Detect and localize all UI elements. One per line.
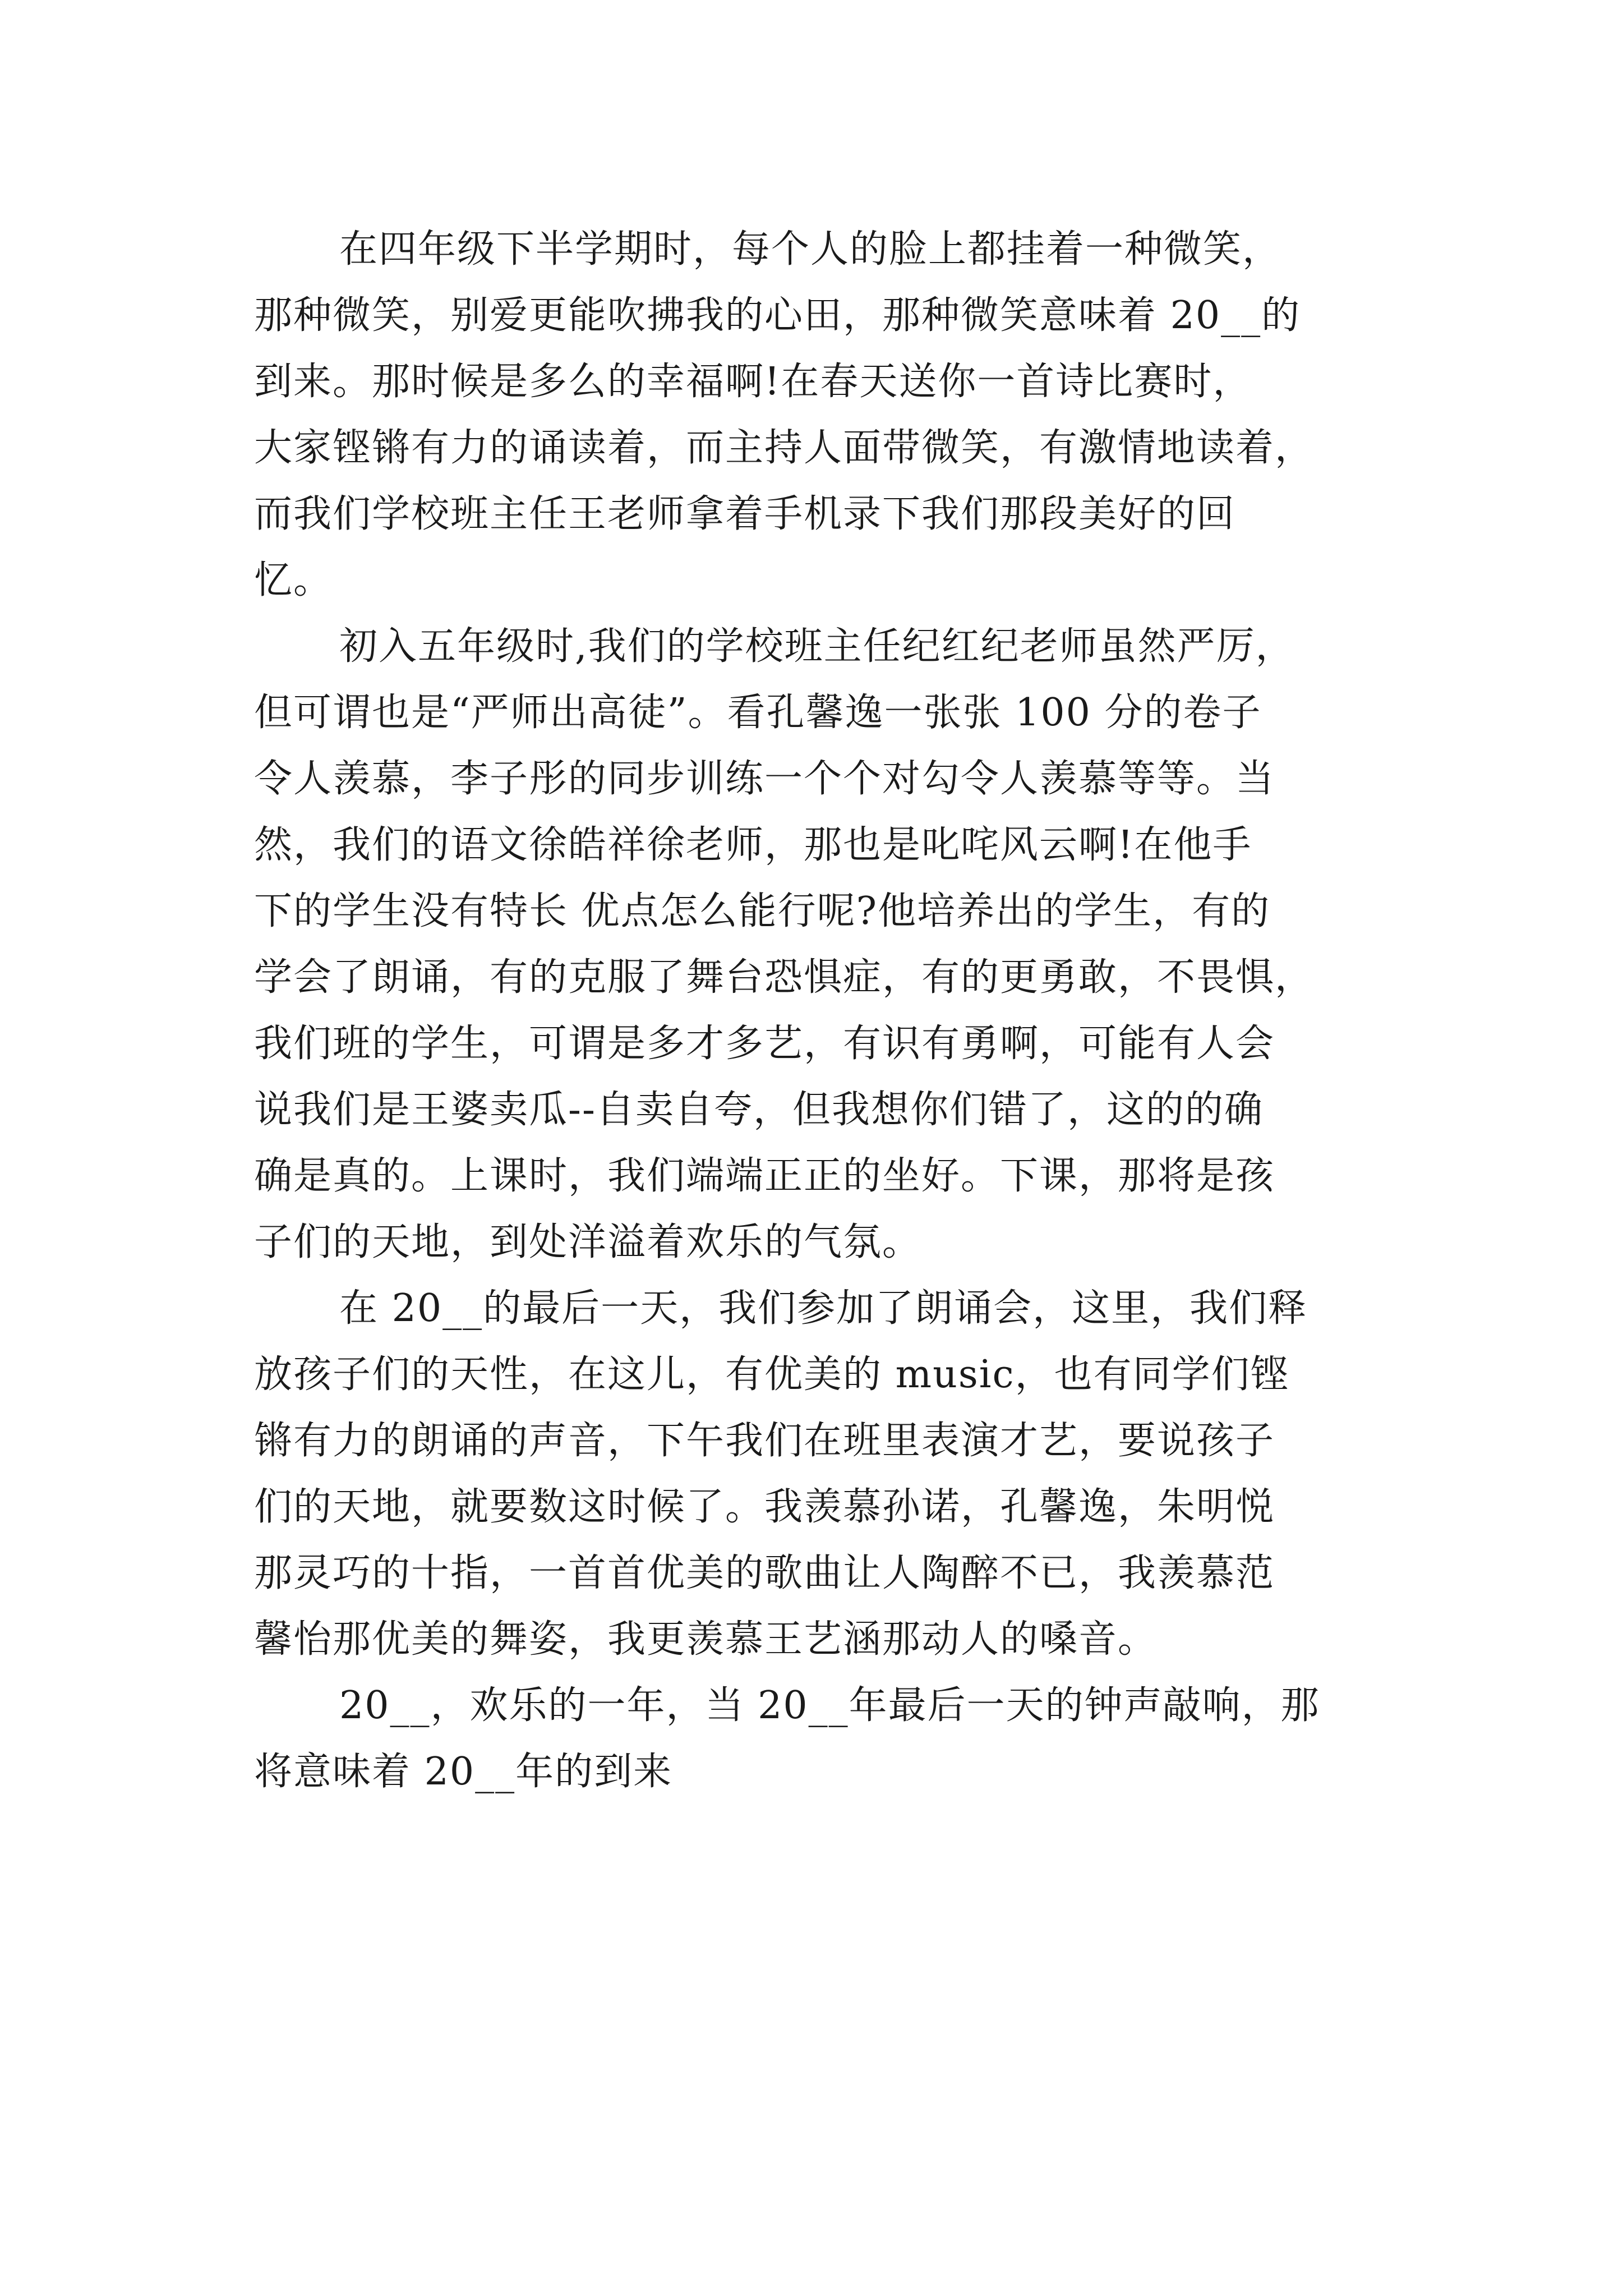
paragraph-1	[254, 217, 1381, 614]
paragraph-line: 那灵巧的十指，一首首优美的歌曲让人陶醉不已，我羡慕范	[254, 1551, 1275, 1595]
paragraph-line: 20__，欢乐的一年，当 20__年最后一天的钟声敲响，那	[339, 1683, 1320, 1728]
paragraph-line: 令人羡慕，李子彤的同步训练一个个对勾令人羡慕等等。当	[254, 757, 1275, 801]
paragraph-line: 确是真的。上课时，我们端端正正的坐好。下课，那将是孩	[254, 1154, 1275, 1198]
paragraph-line: 然，我们的语文徐皓祥徐老师，那也是叱咤风云啊!在他手	[254, 823, 1252, 867]
paragraph-2	[254, 614, 1381, 1276]
paragraph-line: 忆。	[254, 558, 333, 602]
paragraph-line: 但可谓也是“严师出高徒”。看孔馨逸一张张 100 分的卷子	[254, 691, 1262, 735]
paragraph-line: 们的天地，就要数这时候了。我羡慕孙诺，孔馨逸，朱明悦	[254, 1485, 1275, 1529]
document-body	[254, 217, 1381, 1805]
paragraph-line: 馨怡那优美的舞姿，我更羡慕王艺涵那动人的嗓音。	[254, 1617, 1158, 1662]
paragraph-line: 大家铿锵有力的诵读着，而主持人面带微笑，有激情地读着，	[254, 426, 1315, 470]
paragraph-line: 放孩子们的天性，在这儿，有优美的 music，也有同学们铿	[254, 1352, 1290, 1397]
paragraph-line: 我们班的学生，可谓是多才多艺，有识有勇啊，可能有人会	[254, 1022, 1275, 1066]
paragraph-line: 那种微笑，别爱更能吹拂我的心田，那种微笑意味着 20__的	[254, 293, 1301, 338]
paragraph-line: 学会了朗诵，有的克服了舞台恐惧症，有的更勇敢，不畏惧，	[254, 955, 1315, 1000]
paragraph-3	[254, 1276, 1381, 1673]
paragraph-line: 在 20__的最后一天，我们参加了朗诵会，这里，我们释	[339, 1286, 1308, 1331]
paragraph-line: 下的学生没有特长 优点怎么能行呢?他培养出的学生，有的	[254, 889, 1271, 933]
paragraph-line: 子们的天地，到处洋溢着欢乐的气氛。	[254, 1220, 922, 1264]
paragraph-4	[254, 1673, 1381, 1805]
paragraph-line: 而我们学校班主任王老师拿着手机录下我们那段美好的回	[254, 492, 1236, 536]
paragraph-line: 在四年级下半学期时，每个人的脸上都挂着一种微笑，	[339, 227, 1282, 272]
paragraph-line: 初入五年级时,我们的学校班主任纪红纪老师虽然严厉，	[339, 624, 1295, 669]
paragraph-line: 锵有力的朗诵的声音，下午我们在班里表演才艺，要说孩子	[254, 1419, 1275, 1463]
paragraph-line: 到来。那时候是多么的幸福啊!在春天送你一首诗比赛时，	[254, 360, 1252, 404]
paragraph-line: 说我们是王婆卖瓜--自卖自夸，但我想你们错了，这的的确	[254, 1088, 1264, 1132]
paragraph-line: 将意味着 20__年的到来	[254, 1750, 673, 1794]
